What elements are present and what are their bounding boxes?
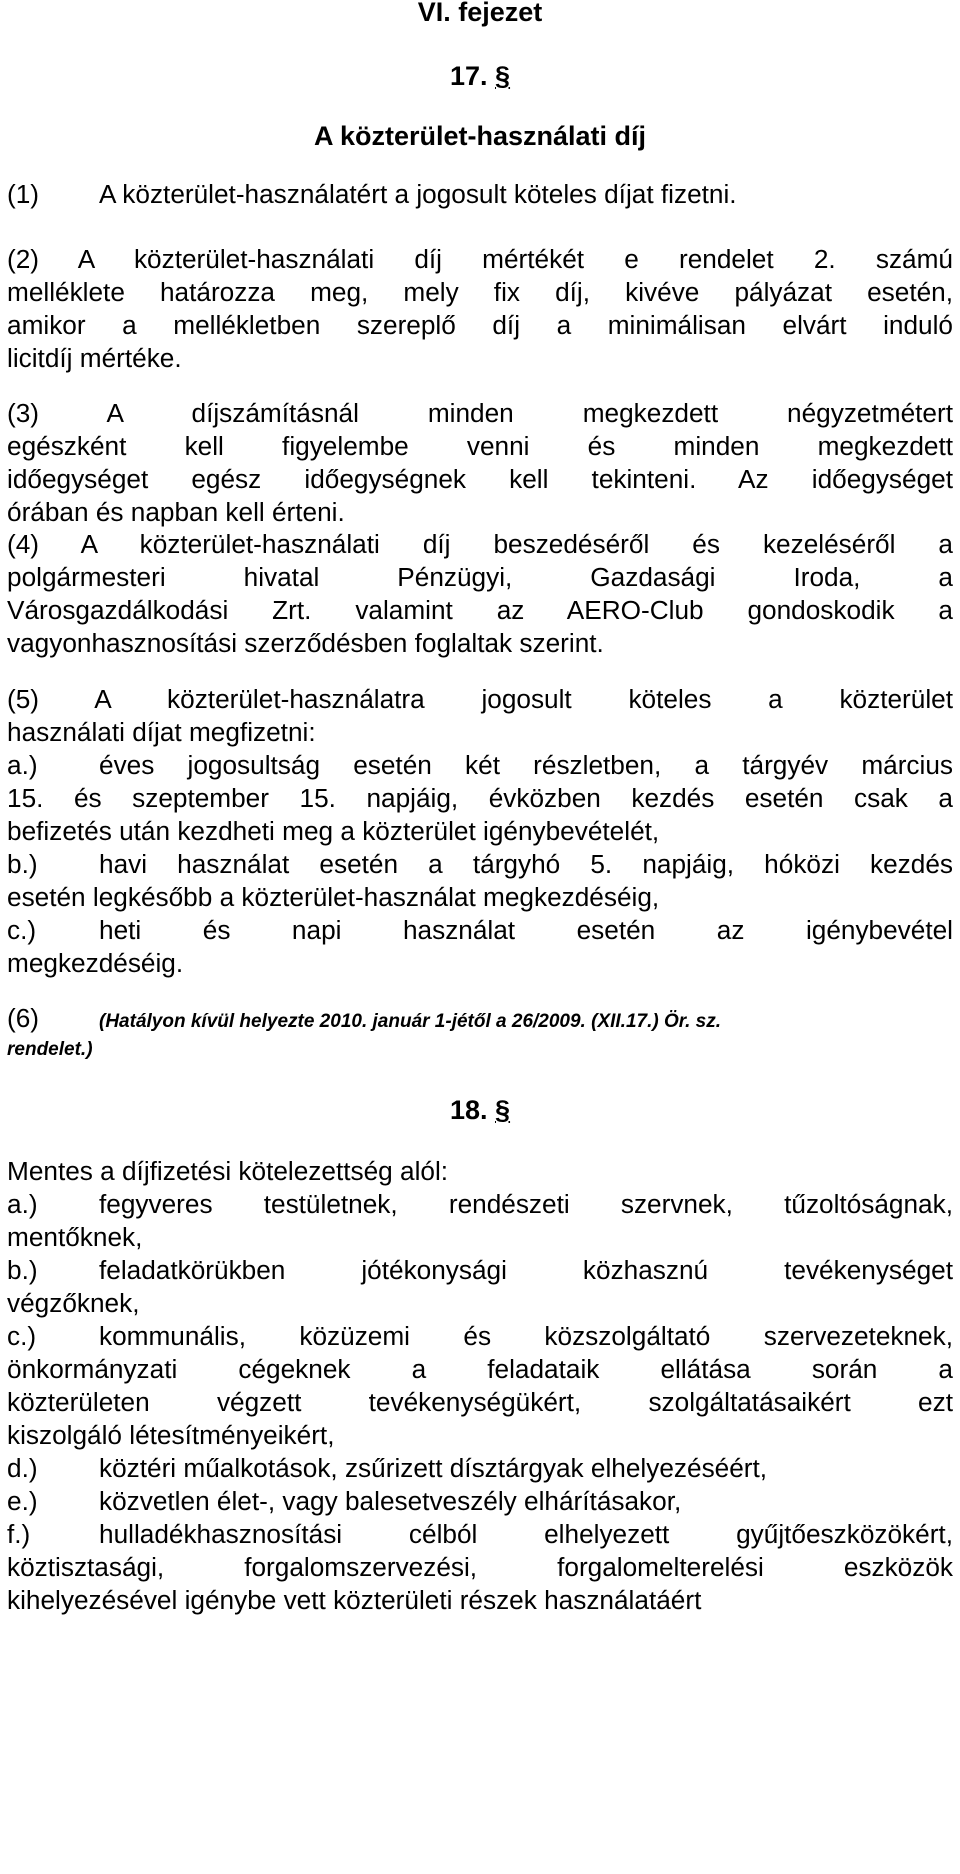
list-item-text: köztéri műalkotások, zsűrizett dísztárgyak elhelyezéséért, [99, 1453, 768, 1483]
paragraph-4-line: Városgazdálkodási Zrt. valamint az AERO-Club gondoskodik a [7, 595, 953, 625]
list-item-label: c.) [7, 1321, 37, 1351]
section-number: 18. [449, 1095, 488, 1125]
paragraph-4-line: (4) A közterület-használati díj beszedéséről és kezeléséről a [7, 529, 953, 559]
list-item-b-line [7, 848, 953, 881]
paragraph-5-line: (5) A közterület-használatra jogosult köteles a közterület [7, 684, 953, 714]
exemption-a-line: mentőknek, [7, 1222, 143, 1252]
paragraph-label: (1) [7, 179, 40, 209]
exemption-f-line [7, 1518, 953, 1551]
exemption-d-line [7, 1452, 953, 1485]
paragraph-4-line: polgármesteri hivatal Pénzügyi, Gazdasági Iroda, a [7, 562, 953, 592]
section-17-title: A közterület-használati díj [313, 121, 647, 151]
paragraph-2-line: (2) A közterület-használati díj mértékét e rendelet 2. számú [7, 244, 953, 274]
list-item-label: b.) [7, 849, 38, 879]
list-item-label: a.) [7, 750, 38, 780]
paragraph-3-line: (3) A díjszámításnál minden megkezdett négyzetmétert [7, 398, 953, 428]
section-sign-icon: § [495, 1095, 511, 1125]
list-item-text: havi használat esetén a tárgyhó 5. napjáig, hóközi kezdés [99, 849, 953, 879]
paragraph-label: (6) [7, 1003, 40, 1033]
list-item-text: heti és napi használat esetén az igénybevétel [99, 915, 953, 945]
exemption-a-line [7, 1188, 953, 1221]
list-item-a-line: 15. és szeptember 15. napjáig, évközben kezdés esetén csak a [7, 783, 953, 813]
list-item-text: éves jogosultság esetén két részletben, a tárgyév március [99, 750, 953, 780]
exemption-f-line: köztisztasági, forgalomszervezési, forgalomelterelési eszközök [7, 1552, 953, 1582]
list-item-label: e.) [7, 1486, 38, 1516]
chapter-heading: VI. fejezet [417, 0, 543, 27]
exemption-c-line: kiszolgáló létesítményeikért, [7, 1420, 335, 1450]
list-item-text: kommunális, közüzemi és közszolgáltató szervezeteknek, [99, 1321, 953, 1351]
section-sign-icon: § [495, 61, 511, 91]
list-item-text: hulladékhasznosítási célból elhelyezett gyűjtőeszközökért, [99, 1519, 953, 1549]
paragraph-text: A közterület-használatért a jogosult köteles díjat fizetni. [99, 179, 737, 209]
section-17-number [7, 60, 953, 93]
list-item-label: d.) [7, 1453, 38, 1483]
paragraph-3-line: órában és napban kell érteni. [7, 497, 345, 527]
paragraph-1 [7, 178, 953, 211]
repeal-note: (Hatályon kívül helyezte 2010. január 1-jétől a 26/2009. (XII.17.) Ör. sz. [99, 1011, 721, 1032]
exemption-e-line [7, 1485, 953, 1518]
list-item-c-line [7, 914, 953, 947]
section-18-number [7, 1094, 953, 1127]
list-item-label: b.) [7, 1255, 38, 1285]
list-item-text: közvetlen élet-, vagy balesetveszély elhárításakor, [99, 1486, 682, 1516]
exemption-c-line: közterületen végzett tevékenységükért, szolgáltatásaikért ezt [7, 1387, 953, 1417]
exemption-intro: Mentes a díjfizetési kötelezettség alól: [7, 1156, 449, 1186]
list-item-text: fegyveres testületnek, rendészeti szervnek, tűzoltóságnak, [99, 1189, 953, 1219]
list-item-c-line: megkezdéséig. [7, 948, 184, 978]
list-item-a-line: befizetés után kezdheti meg a közterület igénybevételét, [7, 816, 660, 846]
exemption-b-line: végzőknek, [7, 1288, 140, 1318]
paragraph-2-line: licitdíj mértéke. [7, 343, 182, 373]
exemption-c-line: önkormányzati cégeknek a feladataik ellátása során a [7, 1354, 953, 1384]
list-item-label: c.) [7, 915, 37, 945]
list-item-text: feladatkörükben jótékonysági közhasznú tevékenységet [99, 1255, 953, 1285]
paragraph-5-line: használati díjat megfizetni: [7, 717, 316, 747]
paragraph-3-line: egészként kell figyelembe venni és minden megkezdett [7, 431, 953, 461]
exemption-f-line: kihelyezésével igénybe vett közterületi részek használatáért [7, 1585, 702, 1615]
paragraph-6-note-cont [7, 1030, 953, 1066]
repeal-note: rendelet.) [7, 1039, 93, 1060]
exemption-b-line [7, 1254, 953, 1287]
list-item-label: a.) [7, 1189, 38, 1219]
list-item-label: f.) [7, 1519, 31, 1549]
list-item-a-line [7, 749, 953, 782]
exemption-c-line [7, 1320, 953, 1353]
paragraph-4-line: vagyonhasznosítási szerződésben foglaltak szerint. [7, 628, 604, 658]
section-number: 17. [449, 61, 488, 91]
paragraph-2-line: amikor a mellékletben szereplő díj a minimálisan elvárt induló [7, 310, 953, 340]
list-item-b-line: esetén legkésőbb a közterület-használat megkezdéséig, [7, 882, 660, 912]
paragraph-3-line: időegységet egész időegységnek kell tekinteni. Az időegységet [7, 464, 953, 494]
paragraph-2-line: melléklete határozza meg, mely fix díj, kivéve pályázat esetén, [7, 277, 953, 307]
